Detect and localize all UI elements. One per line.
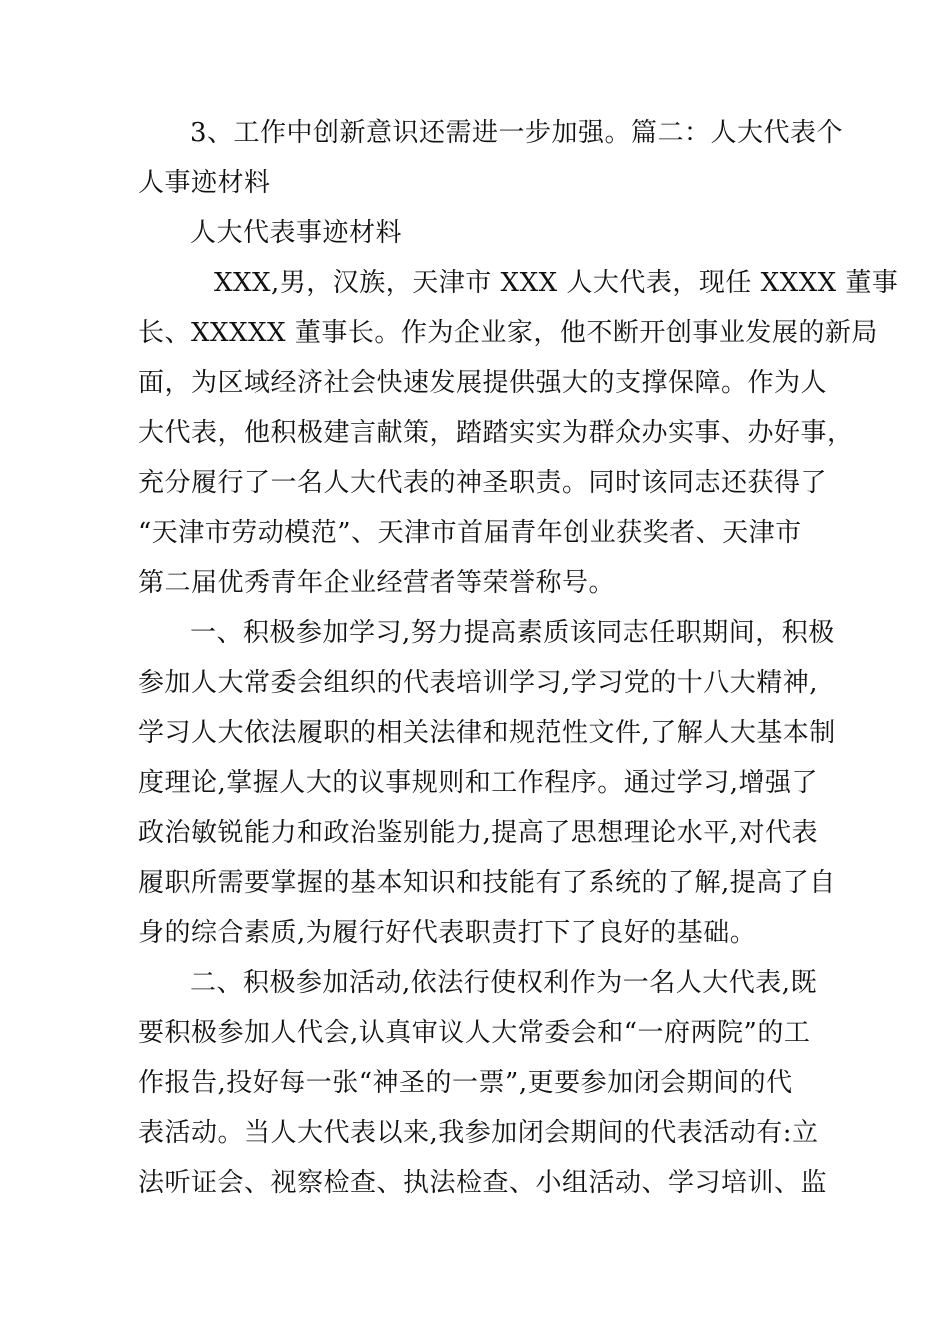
text-line: 二、积极参加活动,依法行使权利作为一名人大代表,既 [190,968,818,998]
text-line: 作报告,投好每一张“神圣的一票”,更要参加闭会期间的代 [138,1068,793,1098]
text-line: 第二届优秀青年企业经营者等荣誉称号。 [138,568,616,598]
text-line: 学习人大依法履职的相关法律和规范性文件,了解人大基本制 [138,718,836,748]
text-line: 要积极参加人代会,认真审议人大常委会和“一府两院”的工 [138,1018,811,1048]
text-line: 一、积极参加学习,努力提高素质该同志任职期间，积极 [190,618,835,648]
section-heading: 人大代表事迹材料 [190,218,403,248]
text-line: 充分履行了一名人大代表的神圣职责。同时该同志还获得了 [138,468,828,498]
text-line: 人事迹材料 [138,168,271,198]
text-line: 政治敏锐能力和政治鉴别能力,提高了思想理论水平,对代表 [138,818,819,848]
text-line: 大代表，他积极建言献策，踏踏实实为群众办实事、办好事， [138,418,854,448]
text-line: 表活动。当人大代表以来,我参加闭会期间的代表活动有:立 [138,1118,819,1148]
text-line: 身的综合素质,为履行好代表职责打下了良好的基础。 [138,918,757,948]
text-line: “天津市劳动模范”、天津市首届青年创业获奖者、天津市 [138,518,802,548]
text-line: 法听证会、视察检查、执法检查、小组活动、学习培训、监 [138,1168,828,1198]
text-line: 面，为区域经济社会快速发展提供强大的支撑保障。作为人 [138,368,828,398]
text-line: 度理论,掌握人大的议事规则和工作程序。通过学习,增强了 [138,768,819,798]
text-line: 长、XXXXX 董事长。作为企业家，他不断开创事业发展的新局 [138,318,878,348]
text-line: 参加人大常委会组织的代表培训学习,学习党的十八大精神, [138,668,819,698]
text-line: 履职所需要掌握的基本知识和技能有了系统的了解,提高了自 [138,868,836,898]
text-line: 3、工作中创新意识还需进一步加强。篇二：人大代表个 [190,118,844,148]
text-line: XXX,男，汉族，天津市 XXX 人大代表，现任 XXXX 董事 [214,268,899,298]
